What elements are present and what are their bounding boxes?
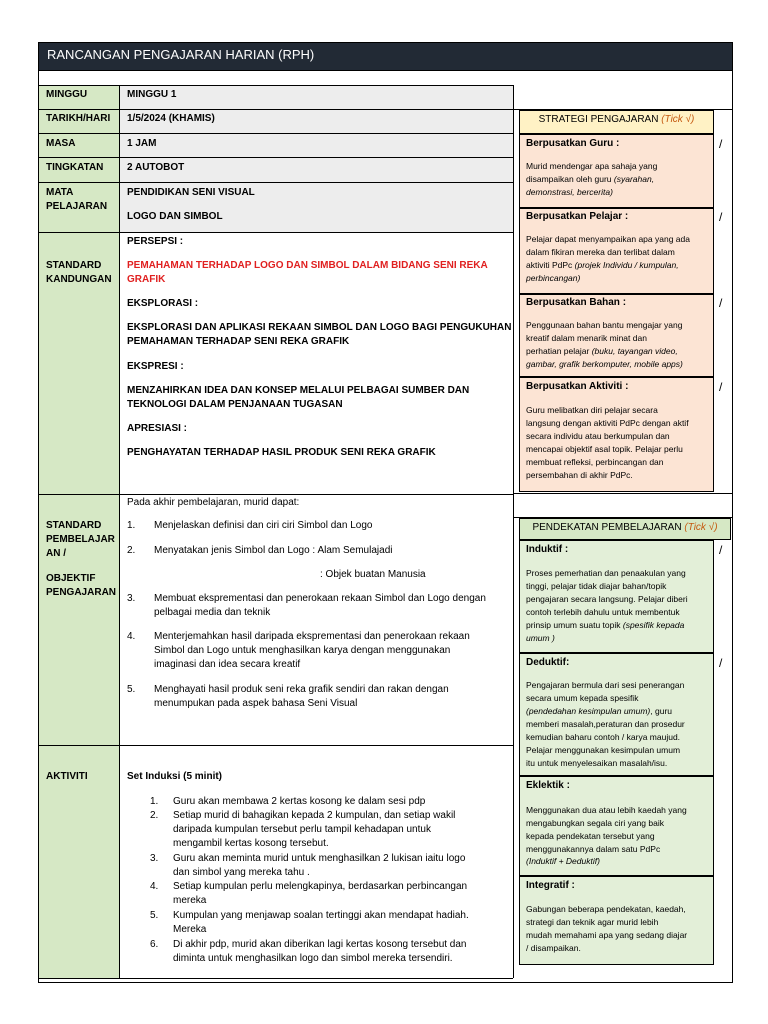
pendekatan-desc: mengabungkan segala ciri yang baik <box>526 818 664 828</box>
objective-text: Simbol dan Logo untuk menghasilkan karya dengan menggunakan <box>154 645 451 656</box>
objective-text: Menyatakan jenis Simbol dan Logo : Alam Semulajadi <box>154 545 393 556</box>
strategi-desc: (syarahan, <box>613 174 655 184</box>
pendekatan-title: Integratif : <box>526 880 575 891</box>
pendekatan-desc: (Induktif + Deduktif) <box>526 856 600 866</box>
pendekatan-desc: prinsip umum suatu topik <box>526 620 621 630</box>
objective-text: pelbagai media dan teknik <box>154 607 271 618</box>
objective-text: Membuat eksprementasi dan penerokaan rekaan Simbol dan Logo dengan <box>154 593 486 604</box>
objective-number: 2. <box>127 545 136 556</box>
mata-value-2: LOGO DAN SIMBOL <box>127 211 223 222</box>
strategi-header-text: STRATEGI PENGAJARAN <box>538 114 659 125</box>
strategi-desc: Penggunaan bahan bantu mengajar yang <box>526 320 683 330</box>
pendekatan-desc: mudah memahami apa yang sedang diajar <box>526 930 688 940</box>
strategi-desc: Guru melibatkan diri pelajar secara <box>526 405 658 415</box>
page-title: RANCANGAN PENGAJARAN HARIAN (RPH) <box>39 43 732 71</box>
activity-number: 3. <box>150 853 159 864</box>
strategi-desc: aktiviti PdPc <box>526 260 573 270</box>
strategi-desc: perbincangan) <box>526 273 581 283</box>
objective-number: 4. <box>127 631 136 642</box>
apresiasi-text-1: PENGHAYATAN TERHADAP HASIL PRODUK SENI REKA GRAFIK <box>127 447 436 458</box>
strategi-desc: disampaikan oleh guru <box>526 174 612 184</box>
strategi-desc: kreatif dalam menarik minat dan <box>526 333 647 343</box>
apresiasi-heading: APRESIASI : <box>127 423 188 434</box>
pendekatan-desc: contoh terlebih dahulu untuk membentuk <box>526 607 680 617</box>
activity-text: Di akhir pdp, murid akan diberikan lagi kertas kosong tersebut dan <box>173 939 467 950</box>
pendekatan-desc: , guru <box>650 706 673 716</box>
pendekatan-desc: itu untuk menyelesaikan masalah/isu. <box>526 758 668 768</box>
sp-label-4: OBJEKTIF <box>46 573 96 584</box>
ekspresi-text-2: TEKNOLOGI DALAM PENJANAAN TUGASAN <box>127 399 343 410</box>
pendekatan-desc: (pendedahan kesimpulan umum) <box>526 706 651 716</box>
activity-text: diminta untuk menghasilkan logo dan simbol mereka tersendiri. <box>173 953 453 964</box>
pendekatan-desc: menggunakannya dalam satu PdPc <box>526 844 661 854</box>
objective-text: : Objek buatan Manusia <box>320 569 426 580</box>
sp-label-3: AN / <box>46 548 66 559</box>
strategi-title: Berpusatkan Pelajar : <box>526 211 629 222</box>
pendekatan-desc: / disampaikan. <box>526 943 581 953</box>
tingkatan-label: TINGKATAN <box>46 162 104 173</box>
tick-mark: / <box>719 656 723 670</box>
strategi-desc: mencapai objektif asal topik. Pelajar perlu <box>526 444 683 454</box>
activity-number: 1. <box>150 796 159 807</box>
pendekatan-desc: Proses pemerhatian dan penaakulan yang <box>526 568 686 578</box>
activity-text: Guru akan membawa 2 kertas kosong ke dalam sesi pdp <box>173 796 426 807</box>
sp-label-1: STANDARD <box>46 520 102 531</box>
sk-label-2: KANDUNGAN <box>46 274 112 285</box>
pendekatan-title: Eklektik : <box>526 780 570 791</box>
eksplorasi-heading: EKSPLORASI : <box>127 298 199 309</box>
persepsi-text-2: GRAFIK <box>127 274 166 285</box>
activity-text: Guru akan meminta murid untuk menghasilkan 2 lukisan iaitu logo <box>173 853 466 864</box>
activity-text: Kumpulan yang menjawap soalan tertinggi akan mendapat hadiah. <box>173 910 469 921</box>
objective-text: menumpukan pada aspek bahasa Seni Visual <box>154 698 358 709</box>
objective-text: Menterjemahkan hasil daripada eksprementasi dan penerokaan rekaan <box>154 631 470 642</box>
pendekatan-desc: Menggunakan dua atau lebih kaedah yang <box>526 805 687 815</box>
minggu-value: MINGGU 1 <box>127 89 177 100</box>
sk-label-1: STANDARD <box>46 260 102 271</box>
tingkatan-value: 2 AUTOBOT <box>127 162 185 173</box>
pendekatan-desc: memberi masalah,peraturan dan prosedur <box>526 719 685 729</box>
activity-text: Setiap murid di bahagikan kepada 2 kumpulan, dan setiap wakil <box>173 810 456 821</box>
objective-number: 5. <box>127 684 136 695</box>
strategi-desc: Murid mendengar apa sahaja yang <box>526 161 658 171</box>
set-induksi-heading: Set Induksi (5 minit) <box>127 771 223 782</box>
eksplorasi-text-2: PEMAHAMAN TERHADAP SENI REKA GRAFIK <box>127 336 350 347</box>
pendekatan-header <box>519 518 731 540</box>
activity-number: 6. <box>150 939 159 950</box>
activity-number: 4. <box>150 881 159 892</box>
activity-text: mengambil kertas kosong tersebut. <box>173 838 329 849</box>
strategi-desc: dalam fikiran mereka dan terlibat dalam <box>526 247 675 257</box>
strategi-desc: langsung dengan aktiviti PdPc dengan aktif <box>526 418 689 428</box>
pendekatan-desc: (spesifik kepada <box>622 620 685 630</box>
persepsi-text-1: PEMAHAMAN TERHADAP LOGO DAN SIMBOL DALAM BIDANG SENI REKA <box>127 260 488 271</box>
pendekatan-title: Deduktif: <box>526 657 570 668</box>
minggu-label: MINGGU <box>46 89 88 100</box>
activity-number: 2. <box>150 810 159 821</box>
activity-text: dan simbol yang mereka tahu . <box>173 867 310 878</box>
tarikh-value: 1/5/2024 (KHAMIS) <box>127 113 215 124</box>
strategi-title: Berpusatkan Guru : <box>526 138 620 149</box>
strategi-desc: (projek Individu / kumpulan, <box>574 260 679 270</box>
pendekatan-desc: pengajaran secara langsung. Pelajar diberi <box>526 594 688 604</box>
masa-label: MASA <box>46 138 76 149</box>
strategi-header <box>519 110 714 134</box>
eksplorasi-text-1: EKSPLORASI DAN APLIKASI REKAAN SIMBOL DAN LOGO BAGI PENGUKUHAN <box>127 322 512 333</box>
objective-text: imaginasi dan idea secara kreatif <box>154 659 301 670</box>
strategi-desc: membuat refleksi, perbincangan dan <box>526 457 664 467</box>
activity-text: Mereka <box>173 924 207 935</box>
pendekatan-desc: kepada pendekatan tersebut yang <box>526 831 655 841</box>
tick-mark: / <box>719 137 723 151</box>
pendekatan-desc: secara umum kepada spesifik <box>526 693 639 703</box>
objective-text: Menjelaskan definisi dan ciri ciri Simbol dan Logo <box>154 520 373 531</box>
tick-mark: / <box>719 210 723 224</box>
pendekatan-desc: umum ) <box>526 633 555 643</box>
strategi-title: Berpusatkan Aktiviti : <box>526 381 629 392</box>
pendekatan-title: Induktif : <box>526 544 569 555</box>
mata-label-1: MATA <box>46 187 74 198</box>
activity-number: 5. <box>150 910 159 921</box>
strategi-desc: persembahan di akhir PdPc. <box>526 470 633 480</box>
strategi-tick-note: (Tick √) <box>661 114 695 125</box>
sp-intro: Pada akhir pembelajaran, murid dapat: <box>127 497 300 508</box>
activity-text: mereka <box>173 895 207 906</box>
tarikh-label: TARIKH/HARI <box>46 113 111 124</box>
strategi-desc: (buku, tayangan video, <box>591 346 678 356</box>
pendekatan-desc: kemudian baharu contoh / karya maujud. <box>526 732 681 742</box>
sp-label-2: PEMBELAJAR <box>46 534 115 545</box>
pendekatan-tick-note: (Tick √) <box>684 522 718 533</box>
strategi-desc: demonstrasi, bercerita) <box>526 187 613 197</box>
activity-text: Setiap kumpulan perlu melengkapinya, berdasarkan perbincangan <box>173 881 468 892</box>
objective-number: 1. <box>127 520 136 531</box>
pendekatan-desc: strategi dan teknik agar murid lebih <box>526 917 659 927</box>
pendekatan-header-text: PENDEKATAN PEMBELAJARAN <box>532 522 682 533</box>
masa-value: 1 JAM <box>127 138 157 149</box>
objective-number: 3. <box>127 593 136 604</box>
pendekatan-desc: Gabungan beberapa pendekatan, kaedah, <box>526 904 686 914</box>
activity-text: daripada kumpulan tersebut perlu tampil kehadapan untuk <box>173 824 431 835</box>
ekspresi-heading: EKSPRESI : <box>127 361 184 372</box>
tick-mark: / <box>719 296 723 310</box>
strategi-desc: gambar, grafik berkomputer, mobile apps) <box>526 359 683 369</box>
sp-label-5: PENGAJARAN <box>46 587 117 598</box>
strategi-desc: Pelajar dapat menyampaikan apa yang ada <box>526 234 690 244</box>
tick-mark: / <box>719 380 723 394</box>
mata-value-1: PENDIDIKAN SENI VISUAL <box>127 187 255 198</box>
pendekatan-desc: Pengajaran bermula dari sesi penerangan <box>526 680 685 690</box>
objective-text: Menghayati hasil produk seni reka grafik sendiri dan rakan dengan <box>154 684 449 695</box>
pendekatan-desc: Pelajar menggunakan kesimpulan umum <box>526 745 681 755</box>
pendekatan-desc: tinggi, pelajar tidak diajar bahan/topik <box>526 581 667 591</box>
strategi-desc: secara individu atau berkumpulan dan <box>526 431 670 441</box>
tick-mark: / <box>719 543 723 557</box>
ekspresi-text-1: MENZAHIRKAN IDEA DAN KONSEP MELALUI PELBAGAI SUMBER DAN <box>127 385 470 396</box>
strategi-desc: perhatian pelajar <box>526 346 590 356</box>
aktiviti-label: AKTIVITI <box>46 771 88 782</box>
strategi-title: Berpusatkan Bahan : <box>526 297 627 308</box>
persepsi-heading: PERSEPSI : <box>127 236 184 247</box>
mata-label-2: PELAJARAN <box>46 201 108 212</box>
